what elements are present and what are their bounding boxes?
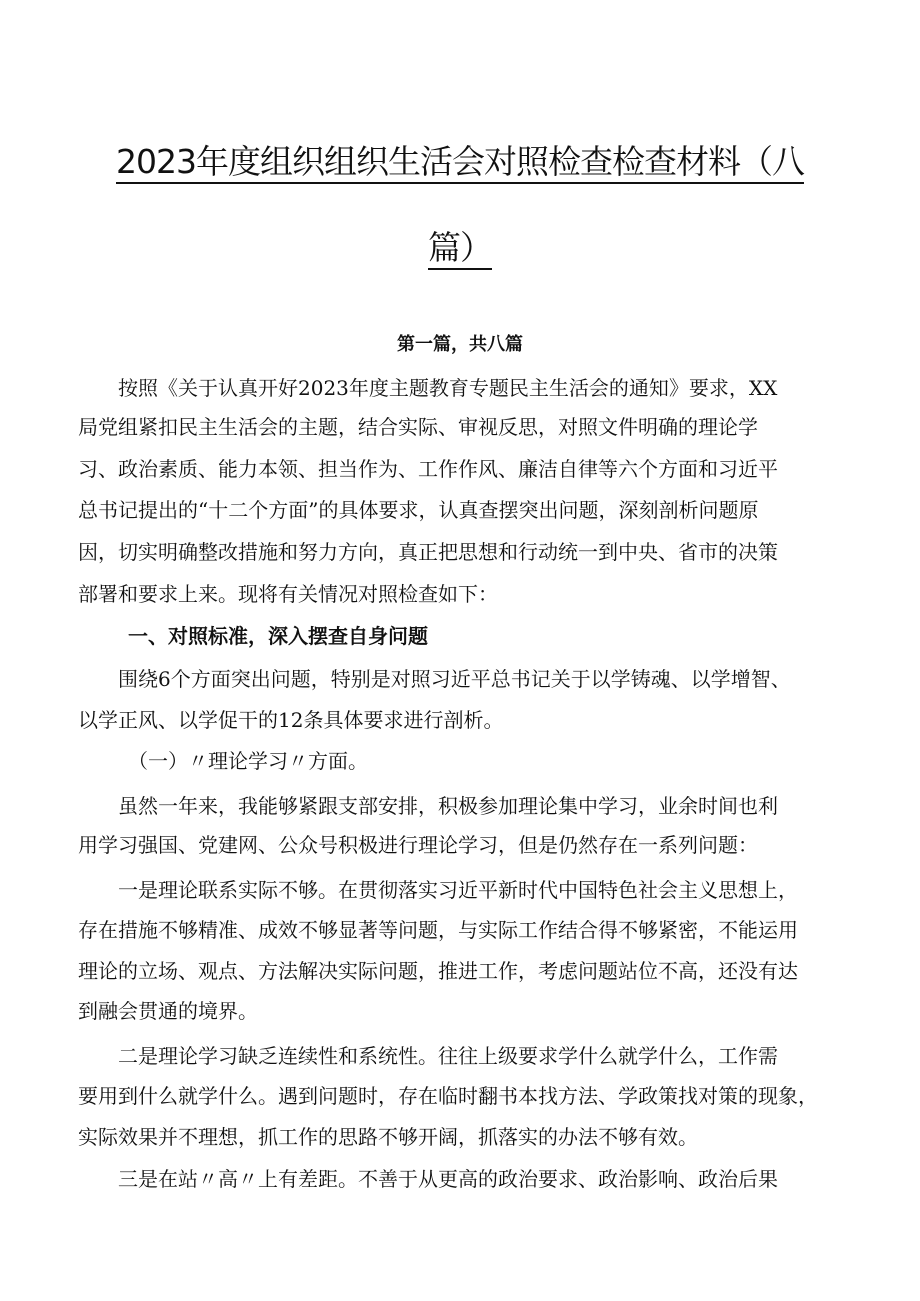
document-title-line-2: 篇） (428, 228, 492, 267)
paragraph-line: 因，切实明确整改措施和努力方向，真正把思想和行动统一到中央、省市的决策 (78, 540, 778, 564)
paragraph-line: 存在措施不够精准、成效不够显著等问题，与实际工作结合得不够紧密，不能运用 (78, 918, 798, 942)
paragraph-line: 局党组紧扣民主生活会的主题，结合实际、审视反思，对照文件明确的理论学 (78, 415, 758, 439)
paragraph-line: 二是理论学习缺乏连续性和系统性。往往上级要求学什么就学什么，工作需 (78, 1044, 778, 1068)
paragraph-line: 一是理论联系实际不够。在贯彻落实习近平新时代中国特色社会主义思想上， (78, 878, 798, 902)
paragraph-line: 用学习强国、党建网、公众号积极进行理论学习，但是仍然存在一系列问题： (78, 833, 758, 857)
paragraph-line: 部署和要求上来。现将有关情况对照检查如下： (78, 582, 498, 606)
paragraph-line: 总书记提出的“十二个方面”的具体要求，认真查摆突出问题，深刻剖析问题原 (78, 498, 759, 522)
section-heading: 一、对照标准，深入摆查自身问题 (128, 624, 428, 648)
paragraph-line: 虽然一年来，我能够紧跟支部安排，积极参加理论集中学习，业余时间也利 (78, 794, 778, 818)
paragraph-line: 以学正风、以学促干的12条具体要求进行剖析。 (78, 708, 504, 732)
paragraph-line: 按照《关于认真开好2023年度主题教育专题民主生活会的通知》要求，XX (78, 376, 778, 400)
paragraph-line: 要用到什么就学什么。遇到问题时，存在临时翻书本找方法、学政策找对策的现象， (78, 1084, 818, 1108)
paragraph-line: 围绕6个方面突出问题，特别是对照习近平总书记关于以学铸魂、以学增智、 (78, 667, 791, 691)
paragraph-line: 三是在站〃高〃上有差距。不善于从更高的政治要求、政治影响、政治后果 (78, 1167, 778, 1191)
paragraph-line: 理论的立场、观点、方法解决实际问题，推进工作，考虑问题站位不高，还没有达 (78, 959, 798, 983)
paragraph-line: （一）〃理论学习〃方面。 (78, 749, 368, 773)
paragraph-line: 到融会贯通的境界。 (78, 999, 258, 1023)
paragraph-line: 实际效果并不理想，抓工作的思路不够开阔，抓落实的办法不够有效。 (78, 1125, 698, 1149)
document-title-line-1: 2023年度组织组织生活会对照检查检查材料（八 (116, 142, 804, 181)
part-subheading: 第一篇，共八篇 (397, 334, 523, 355)
paragraph-line: 习、政治素质、能力本领、担当作为、工作作风、廉洁自律等六个方面和习近平 (78, 457, 778, 481)
